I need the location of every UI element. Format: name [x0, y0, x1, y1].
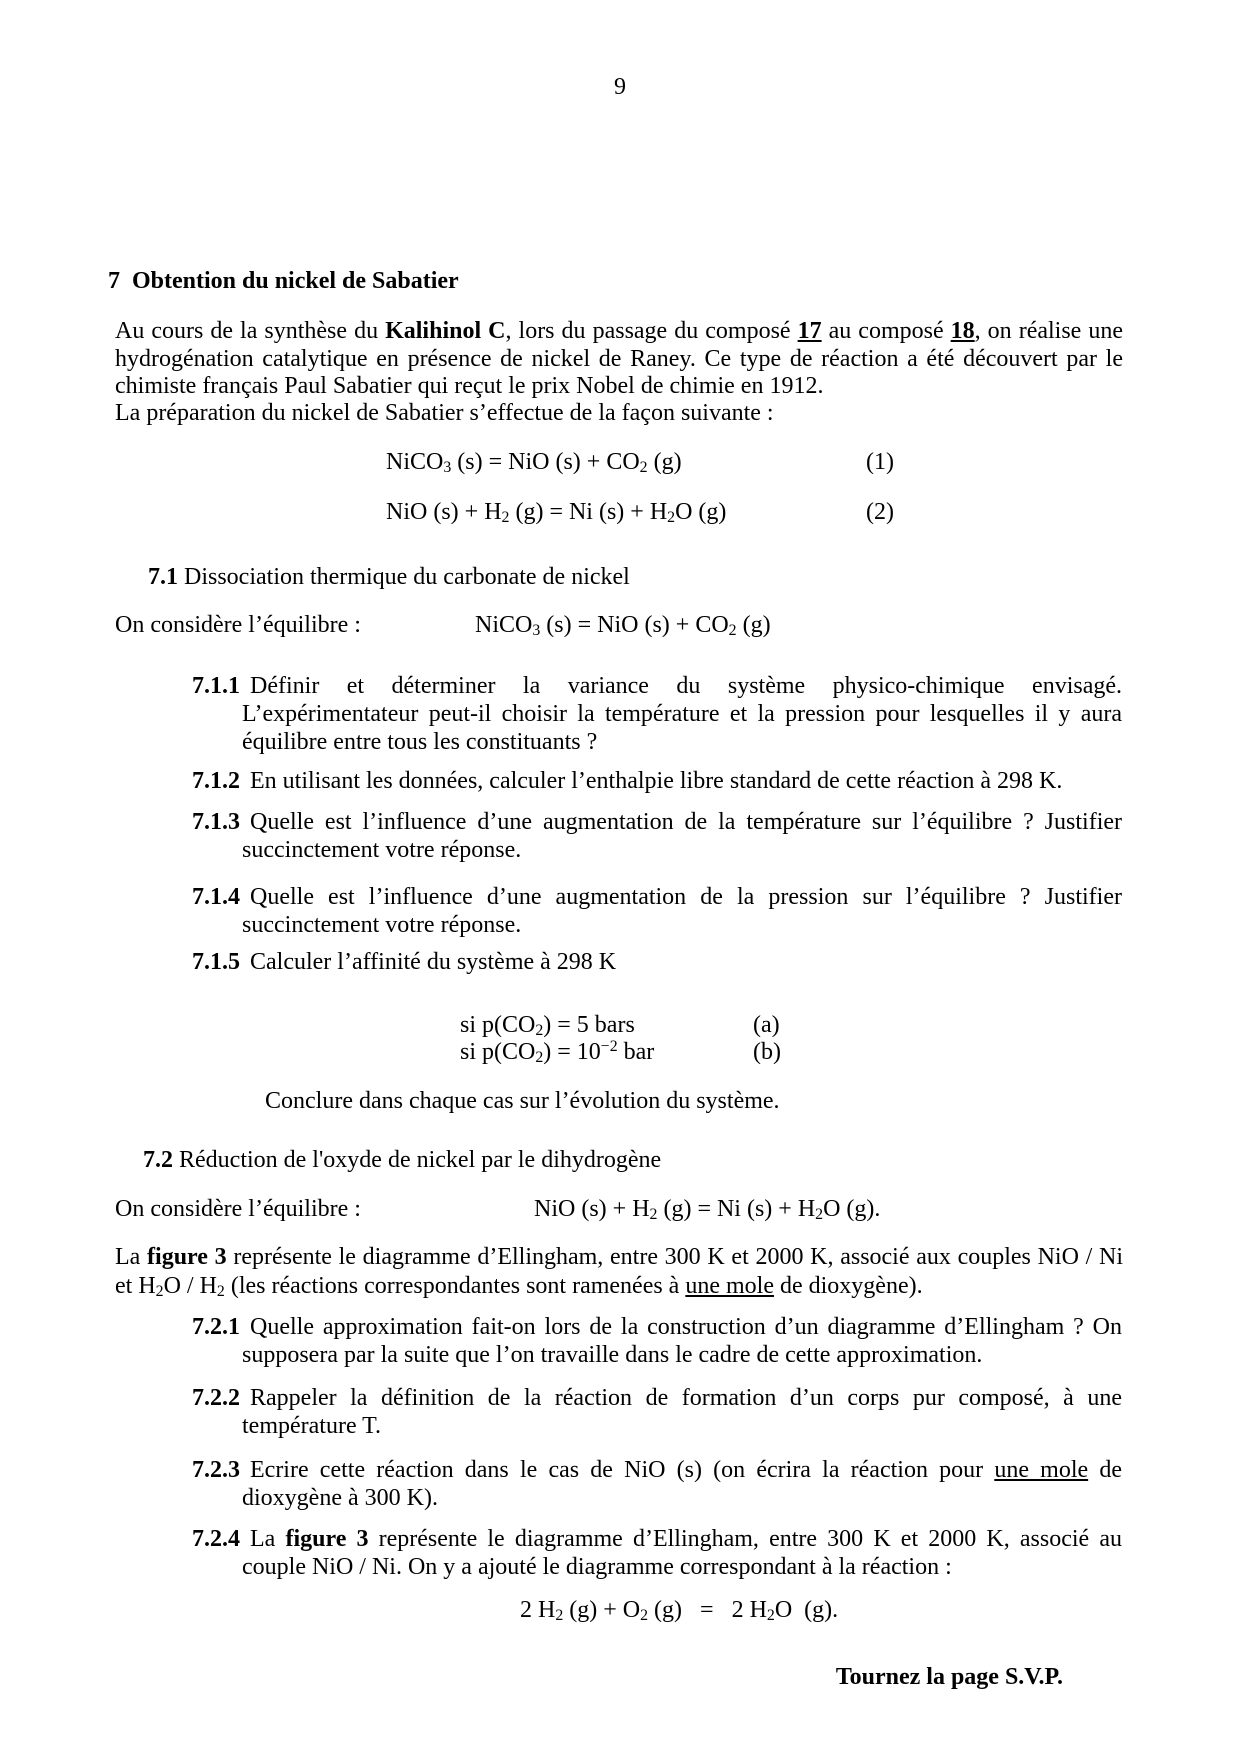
equation-2-label: (2): [866, 499, 894, 525]
question-7-2-1: [0, 1313, 1240, 1369]
question-number: 7.2.2: [192, 1385, 240, 1411]
question-7-1-2: [0, 767, 1240, 795]
question-text: Définir et déterminer la variance du système physico-chimique envisagé. L’expérimentateur peut-il choisir la température et la pression pour lesquelles il y aura équilibre entre tous les constituants ?: [242, 673, 1122, 755]
intro-paragraph: Au cours de la synthèse du Kalihinol C, lors du passage du composé 17 au composé 18, on réalise une hydrogénation catalytique en présence de nickel de Raney. Ce type de réaction a été découvert par le chimiste français Paul Sabatier qui reçut le prix Nobel de chimie en 1912.: [115, 318, 1124, 399]
question-number: 7.1.2: [192, 768, 240, 794]
page-number: 9: [614, 74, 626, 100]
question-7-1-1: [0, 672, 1240, 756]
question-7-2-3: [0, 1456, 1240, 1512]
question-number: 7.2.1: [192, 1314, 240, 1340]
case-b-condition: si $p(CO_2) = 10^{-2}$ bar: [460, 1038, 655, 1066]
question-text: Ecrire cette réaction dans le cas de NiO (s) (on écrira la réaction pour une mole de dioxygène à 300 K).: [242, 1457, 1122, 1511]
question-text: Quelle est l’influence d’une augmentation de la température sur l’équilibre ? Justifier succinctement votre réponse.: [242, 809, 1122, 863]
question-text: Calculer l’affinité du système à 298 K: [250, 949, 617, 975]
equilibrium-equation: NiO $(s) + H_2$ (g) = Ni $(s) + H_2O$ (g).: [534, 1196, 881, 1223]
question-text: La figure 3 représente le diagramme d’Ellingham, entre 300 K et 2000 K, associé au couple NiO / Ni. On y a ajouté le diagramme correspondant à la réaction :: [242, 1526, 1122, 1580]
case-a-label: (a): [753, 1012, 780, 1038]
equilibrium-label: On considère l’équilibre :: [115, 1196, 361, 1222]
question-7-2-4: [0, 1525, 1240, 1581]
water-formation-equation: 2 $H_2$ $(g) + O_2$ (g) = 2 $H_2O$ (g).: [520, 1597, 839, 1624]
question-number: 7.1.1: [192, 673, 240, 699]
equilibrium-equation: NiCO$_3$ (s) = NiO $(s) + CO_2$ (g): [475, 612, 771, 639]
question-7-1-5: [0, 948, 1240, 976]
question-number: 7.1.5: [192, 949, 240, 975]
question-text: Rappeler la définition de la réaction de formation d’un corps pur composé, à une température T.: [242, 1385, 1122, 1439]
case-a-condition: si $p(CO_2) = 5$ bars: [460, 1012, 635, 1039]
equilibrium-label: On considère l’équilibre :: [115, 612, 361, 638]
question-text: En utilisant les données, calculer l’enthalpie libre standard de cette réaction à 298 K.: [250, 768, 1063, 794]
equation-2: NiO $(s) + H_2$ (g) = Ni $(s) + H_2O$ (g): [386, 499, 727, 526]
case-b-label: (b): [753, 1039, 781, 1065]
turn-page-notice: Tournez la page S.V.P.: [835, 1664, 1063, 1690]
question-text: Quelle est l’influence d’une augmentation de la pression sur l’équilibre ? Justifier succinctement votre réponse.: [242, 884, 1122, 938]
question-7-1-3: [0, 808, 1240, 864]
question-number: 7.2.3: [192, 1457, 240, 1483]
conclusion-line: Conclure dans chaque cas sur l’évolution du système.: [265, 1088, 780, 1114]
question-7-2-2: [0, 1384, 1240, 1440]
question-number: 7.1.3: [192, 809, 240, 835]
figure-3-paragraph: La figure 3 représente le diagramme d’Ellingham, entre 300 K et 2000 K, associé aux couples NiO / Ni et $H_2O / H_2$ (les réactions correspondantes sont ramenées à une mole de dioxygène).: [115, 1244, 1124, 1300]
question-7-1-4: [0, 883, 1240, 939]
section-heading: 7 Obtention du nickel de Sabatier: [108, 268, 459, 294]
subsection-7-2-title: 7.2 Réduction de l'oxyde de nickel par le dihydrogène: [143, 1147, 662, 1173]
prep-line: La préparation du nickel de Sabatier s’effectue de la façon suivante :: [115, 400, 774, 426]
equation-1-label: (1): [866, 449, 894, 475]
subsection-7-1-title: 7.1 Dissociation thermique du carbonate de nickel: [148, 564, 630, 590]
question-number: 7.2.4: [192, 1526, 240, 1552]
question-number: 7.1.4: [192, 884, 240, 910]
question-text: Quelle approximation fait-on lors de la construction d’un diagramme d’Ellingham ? On supposera par la suite que l’on travaille dans le cadre de cette approximation.: [242, 1314, 1122, 1368]
equation-1: NiCO$_3$ (s) = NiO $(s) + CO_2$ (g): [386, 449, 682, 476]
